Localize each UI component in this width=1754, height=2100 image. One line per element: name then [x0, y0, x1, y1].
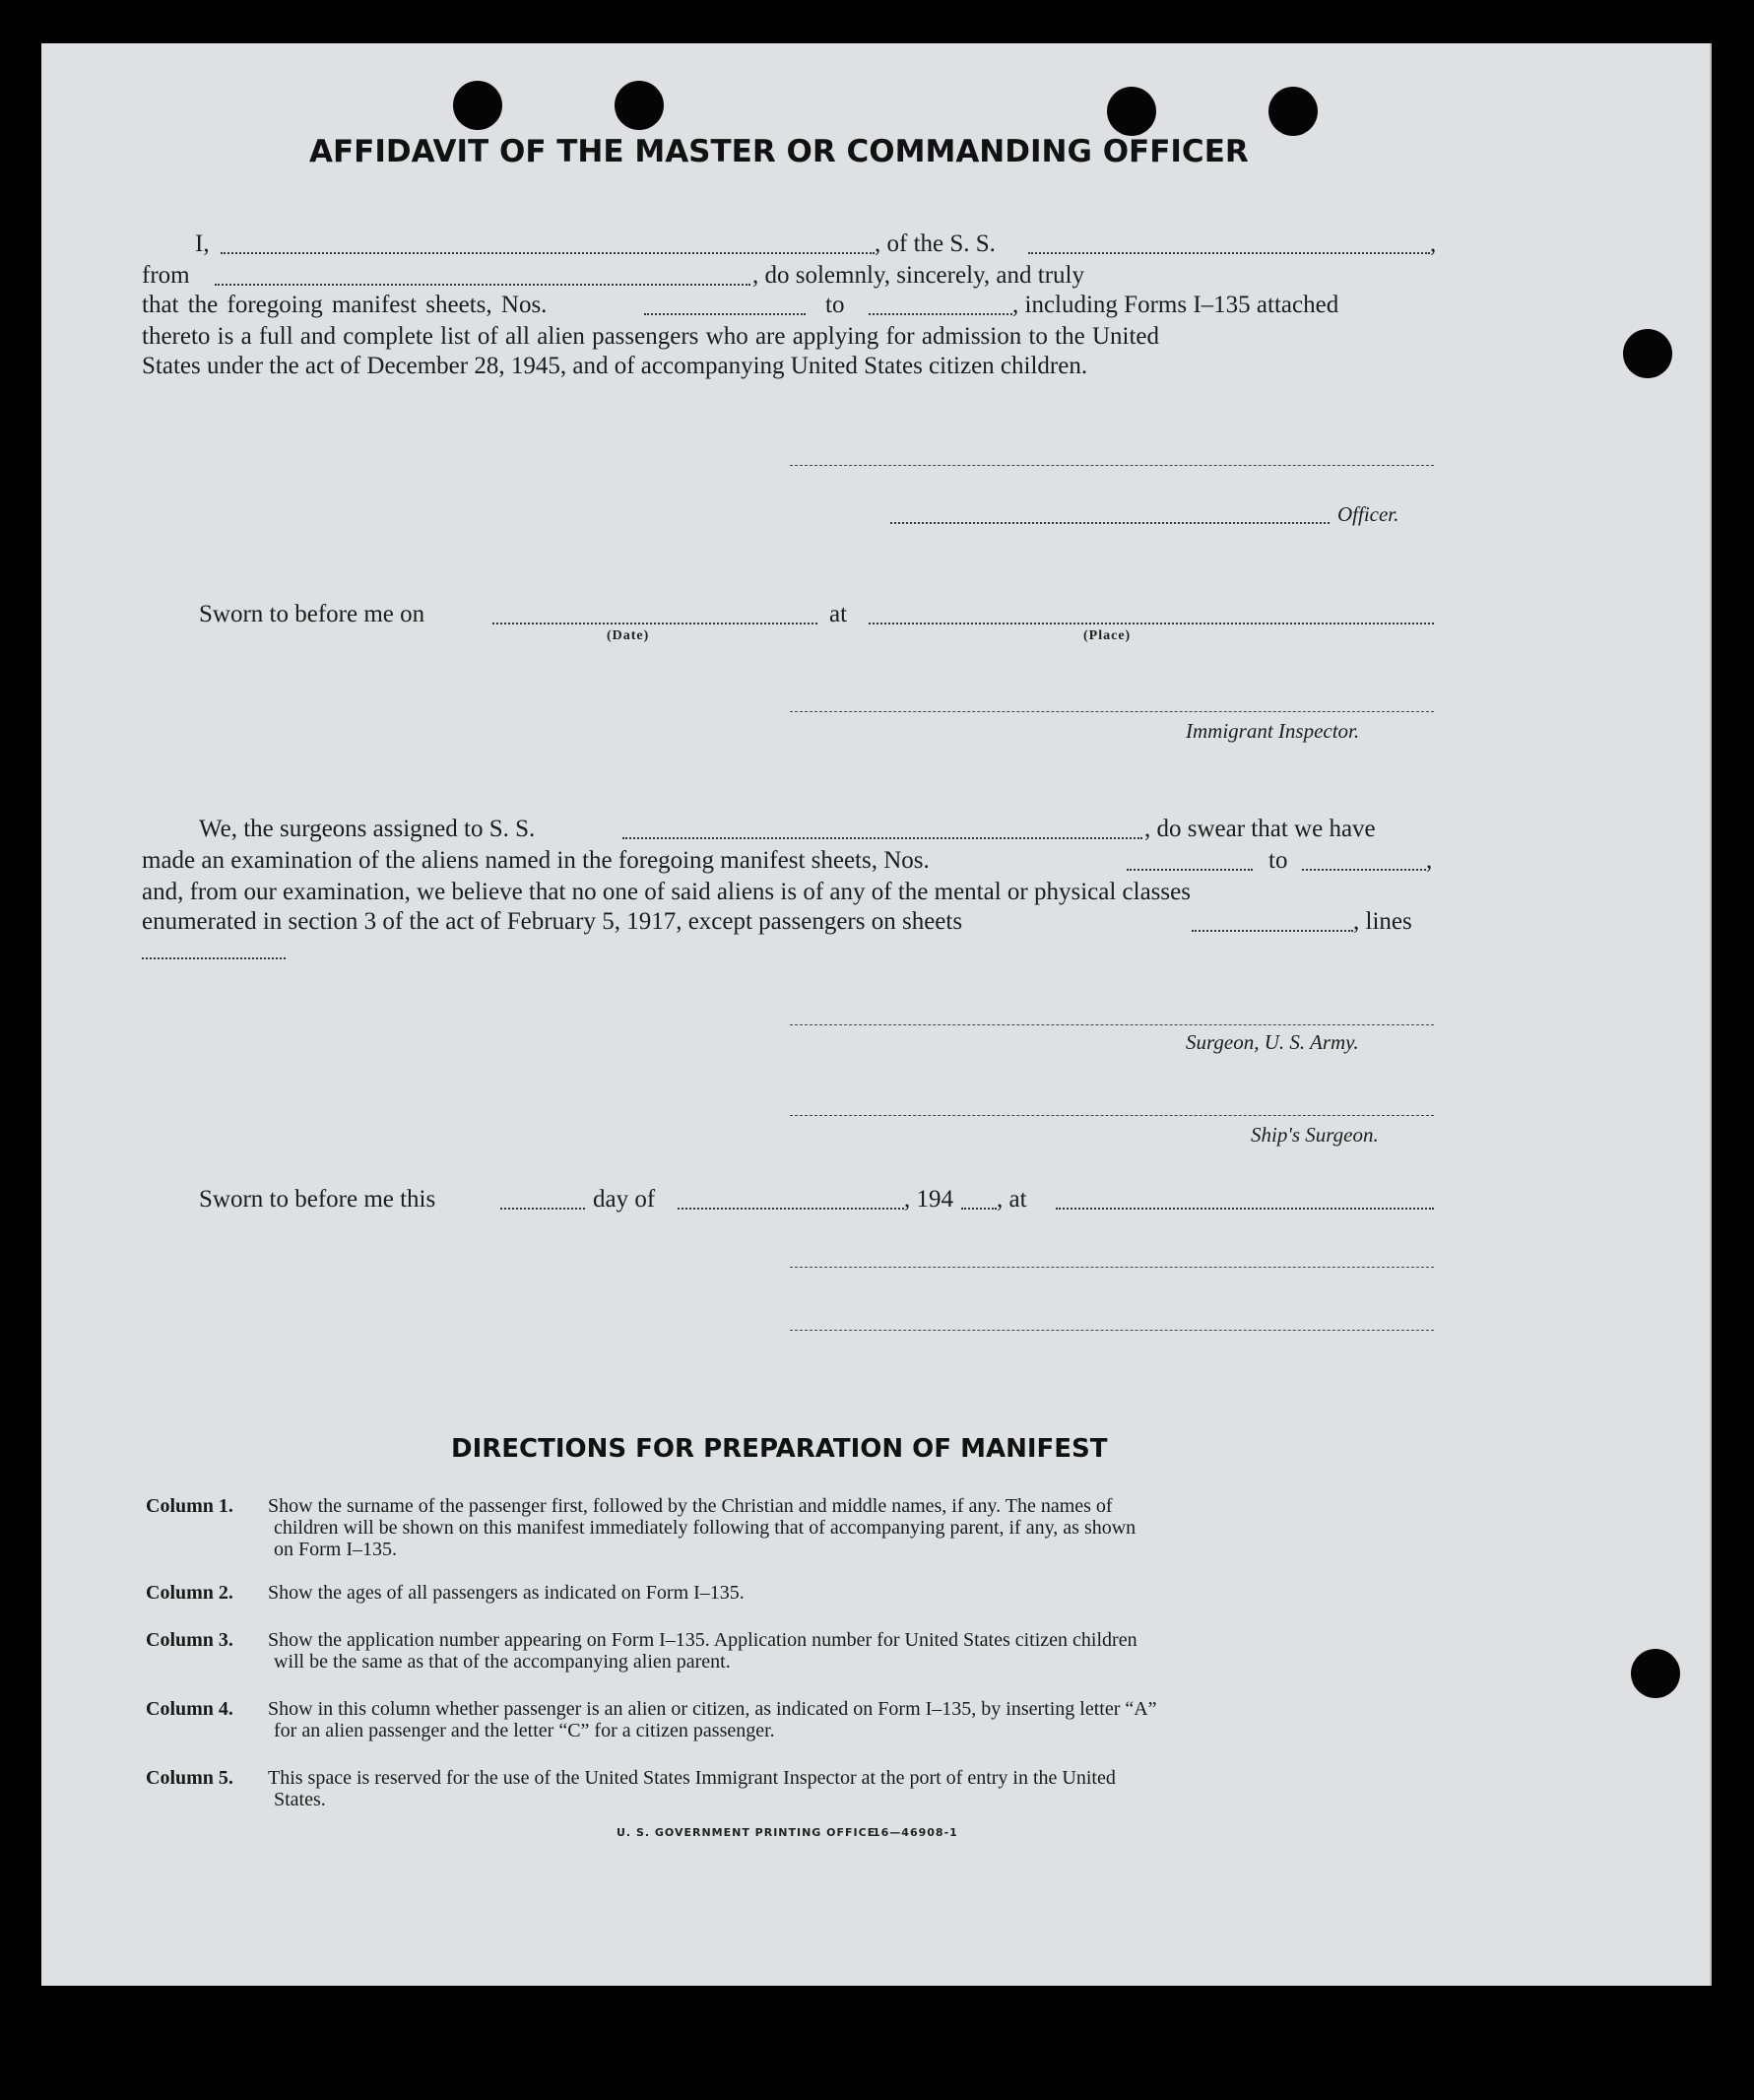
sheet-to-field[interactable] — [869, 313, 1012, 315]
direction-text: will be the same as that of the accompanying alien parent. — [274, 1651, 731, 1673]
officer-label: Officer. — [1337, 502, 1399, 526]
gpo-imprint: U. S. GOVERNMENT PRINTING OFFICE — [617, 1826, 877, 1839]
form-page — [41, 43, 1712, 1986]
sworn2-text: day of — [593, 1186, 656, 1213]
punch-hole — [1623, 329, 1672, 378]
punch-hole — [615, 81, 664, 130]
column-label: Column 3. — [146, 1629, 233, 1651]
surgeons-text: , do swear that we have — [1144, 816, 1376, 842]
inspector-signature-line[interactable] — [790, 711, 1434, 712]
sworn2-place-field[interactable] — [1056, 1208, 1434, 1210]
direction-text: Show the ages of all passengers as indicated on Form I–135. — [268, 1582, 745, 1604]
direction-text: on Form I–135. — [274, 1539, 397, 1560]
from-port-field[interactable] — [215, 284, 750, 286]
direction-text: States. — [274, 1789, 326, 1810]
sworn-date-field[interactable] — [492, 623, 817, 624]
sworn-text: Sworn to before me on — [199, 601, 425, 627]
punch-hole — [1107, 87, 1156, 136]
direction-text: for an alien passenger and the letter “C” for a citizen passenger. — [274, 1720, 775, 1741]
sworn2-text: , at — [997, 1186, 1027, 1213]
column-label: Column 2. — [146, 1582, 233, 1604]
punch-hole — [1268, 87, 1318, 136]
direction-text: Show the application number appearing on Form I–135. Application number for United States citizen children — [268, 1629, 1137, 1651]
punch-hole — [453, 81, 502, 130]
affidavit-text: States under the act of December 28, 1945, and of accompanying United States citizen children. — [142, 353, 1088, 379]
place-caption: (Place) — [1083, 628, 1132, 643]
ship-name-field[interactable] — [1028, 252, 1430, 254]
surgeons-text: , lines — [1353, 908, 1412, 935]
ship-surgeon-label: Ship's Surgeon. — [1251, 1123, 1379, 1147]
affidavit-text: , — [1430, 230, 1437, 257]
sheet-from-field[interactable] — [644, 313, 806, 315]
except-sheets-field[interactable] — [1192, 930, 1353, 932]
except-lines-field[interactable] — [142, 957, 286, 959]
date-caption: (Date) — [607, 628, 650, 643]
surgeons-text: , — [1426, 847, 1433, 874]
punch-hole — [1631, 1649, 1680, 1698]
sworn2-year-field[interactable] — [961, 1208, 997, 1210]
direction-text: children will be shown on this manifest immediately following that of accompanying parent, if any, as shown — [274, 1517, 1137, 1539]
surgeons-sheet-to-field[interactable] — [1302, 869, 1426, 871]
sworn2-month-field[interactable] — [678, 1208, 904, 1210]
surgeons-text: made an examination of the aliens named in the foregoing manifest sheets, Nos. — [142, 847, 930, 874]
affidavit-text: to — [825, 292, 845, 318]
sworn2-text: Sworn to before me this — [199, 1186, 436, 1213]
surgeons-text: to — [1268, 847, 1288, 874]
affidavit-text: , of the S. S. — [875, 230, 996, 257]
sworn2-text: , 194 — [904, 1186, 953, 1213]
sworn2-day-field[interactable] — [500, 1208, 585, 1210]
officer-signature-line[interactable] — [790, 465, 1434, 466]
affidavit-text: from — [142, 262, 190, 289]
form-number: 16—46908-1 — [873, 1826, 958, 1839]
affidavit-text: I, — [195, 230, 210, 257]
surgeons-ship-field[interactable] — [622, 837, 1142, 839]
sworn-text: at — [829, 601, 848, 627]
sworn-place-field[interactable] — [869, 623, 1434, 624]
column-label: Column 4. — [146, 1698, 233, 1720]
army-surgeon-label: Surgeon, U. S. Army. — [1186, 1030, 1359, 1054]
column-label: Column 1. — [146, 1495, 233, 1517]
sworn2-signature-line[interactable] — [790, 1267, 1434, 1268]
master-name-field[interactable] — [221, 252, 875, 254]
direction-text: Show the surname of the passenger first, followed by the Christian and middle names, if any. The names of — [268, 1495, 1113, 1517]
army-surgeon-signature-line[interactable] — [790, 1024, 1434, 1025]
inspector-label: Immigrant Inspector. — [1186, 719, 1360, 743]
affidavit-text: , do solemnly, sincerely, and truly — [752, 262, 1084, 289]
surgeons-text: We, the surgeons assigned to S. S. — [199, 816, 536, 842]
surgeons-sheet-from-field[interactable] — [1127, 869, 1253, 871]
sworn2-title-line[interactable] — [790, 1330, 1434, 1331]
officer-title-field[interactable] — [890, 522, 1330, 524]
affidavit-text: thereto is a full and complete list of all alien passengers who are applying for admission to the United — [142, 323, 1160, 350]
direction-text: This space is reserved for the use of the United States Immigrant Inspector at the port of entry in the United — [268, 1767, 1116, 1789]
directions-title: DIRECTIONS FOR PREPARATION OF MANIFEST — [451, 1434, 1108, 1464]
ship-surgeon-signature-line[interactable] — [790, 1115, 1434, 1116]
column-label: Column 5. — [146, 1767, 233, 1789]
affidavit-text: that the foregoing manifest sheets, Nos. — [142, 292, 548, 318]
affidavit-title: AFFIDAVIT OF THE MASTER OR COMMANDING OFFICER — [309, 134, 1249, 169]
direction-text: Show in this column whether passenger is an alien or citizen, as indicated on Form I–135, by inserting letter “A” — [268, 1698, 1157, 1720]
surgeons-text: enumerated in section 3 of the act of February 5, 1917, except passengers on sheets — [142, 908, 963, 935]
affidavit-text: , including Forms I–135 attached — [1012, 292, 1339, 318]
surgeons-text: and, from our examination, we believe that no one of said aliens is of any of the mental or physical classes — [142, 879, 1191, 905]
